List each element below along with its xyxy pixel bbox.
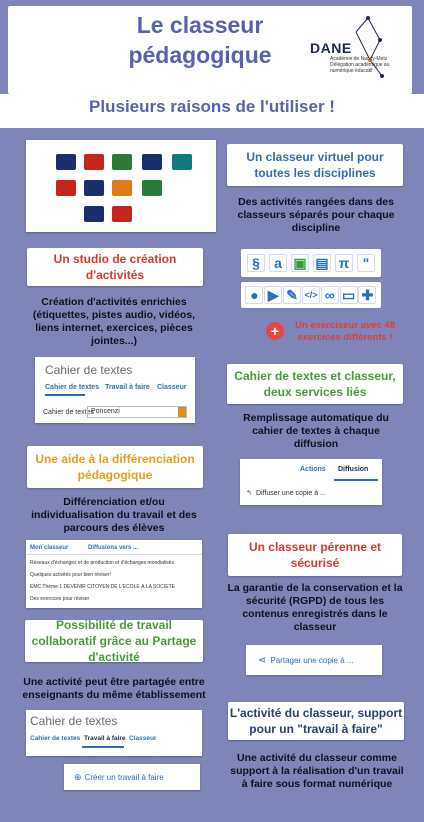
table-icon[interactable]: ▤ — [313, 254, 331, 272]
code-icon[interactable]: </> — [302, 286, 320, 304]
collab-desc: Une activité peut être partagée entre enseignants du même établissement — [22, 676, 206, 701]
differenciation-desc: Différenciation et/ou individualisation du travail et des parcours des élèves — [31, 496, 197, 534]
list-item[interactable]: Des exercices pour réviser — [30, 596, 90, 602]
perenne-desc: La garantie de la conservation et la sécurité (RGPD) de tous les contenus enregistrés dans le classeur — [227, 582, 403, 633]
perenne-card: Un classeur pérenne et sécurisé — [228, 534, 402, 576]
folder-icon — [84, 180, 104, 196]
divider — [26, 554, 202, 555]
page-title: Le classeur pédagogique — [128, 12, 272, 68]
active-tab-indicator — [82, 746, 124, 748]
field-label: Cahier de textes — [43, 409, 94, 416]
edit-icon[interactable]: ✎ — [283, 286, 301, 304]
creer-travail-button[interactable] — [64, 764, 200, 790]
add-icon: ⊕ — [74, 771, 82, 782]
tab-diffusion[interactable]: Diffusion — [338, 466, 369, 473]
collab-card: Possibilité de travail collaboratif grâce au Partage d'activité — [25, 620, 203, 662]
studio-card: Un studio de création d'activités — [27, 248, 203, 286]
list-item[interactable]: EMC Thème 1 DEVENIR CITOYEN DE L'ÉCOLE À LA SOCIÉTÉ — [30, 584, 175, 590]
folder-icon — [172, 154, 192, 170]
reply-icon: ↰ — [246, 490, 252, 497]
quote-icon[interactable]: " — [357, 254, 375, 272]
folder-icon — [112, 154, 132, 170]
cahier-select[interactable]: Poncenzi — [87, 406, 187, 418]
tab-actions[interactable]: Actions — [300, 466, 326, 473]
formula-icon[interactable]: π — [335, 254, 353, 272]
add-exercise-icon[interactable]: + — [266, 322, 284, 340]
diffusions-head[interactable]: Diffusions vers ... — [88, 545, 139, 551]
folder-icon — [84, 154, 104, 170]
creer-travail-label: Créer un travail à faire — [84, 772, 164, 782]
dane-logo-subtext: Académie de Nancy-Metz Délégation académique au numérique éducatif — [330, 56, 390, 74]
studio-toolbar-2 — [241, 282, 381, 308]
studio-toolbar-1 — [241, 249, 381, 277]
image-icon[interactable]: ▣ — [291, 254, 309, 272]
partage-button-label: Partager une copie à ... — [270, 655, 354, 665]
folder-icon — [112, 206, 132, 222]
dane-logo-text: DANE — [310, 40, 352, 56]
active-tab-indicator — [45, 394, 85, 396]
puzzle-icon[interactable]: ✚ — [358, 286, 376, 304]
differenciation-card: Une aide à la différenciation pédagogique — [27, 446, 203, 488]
microphone-icon[interactable]: ● — [245, 286, 263, 304]
folder-icon — [142, 180, 162, 196]
tab-travail-a-faire[interactable]: Travail à faire — [105, 384, 150, 391]
cahier-screenshot-2 — [26, 710, 202, 756]
tab-travail-a-faire[interactable]: Travail à faire — [84, 735, 126, 742]
tab-classeur[interactable]: Classeur — [157, 384, 187, 391]
virtual-classeur-desc: Des activités rangées dans des classeurs séparés pour chaque discipline — [237, 196, 395, 234]
exerciseur-text: Un exerciseur avec 48 exercices différents ! — [295, 320, 395, 343]
tab-classeur[interactable]: Classeur — [129, 735, 157, 742]
classeur-folders-image — [26, 140, 216, 232]
share-icon: ⋖ — [258, 654, 267, 666]
cahier-title: Cahier de textes — [30, 714, 118, 728]
tab-cahier-de-textes[interactable]: Cahier de textes — [30, 735, 81, 742]
folder-icon — [56, 180, 76, 196]
classeur-list-screenshot — [26, 540, 202, 608]
mon-classeur-head[interactable]: Mon classeur — [30, 545, 69, 551]
cahier-classeur-desc: Remplissage automatique du cahier de textes à chaque diffusion — [243, 412, 389, 450]
text-icon[interactable]: a — [269, 254, 287, 272]
folder-icon — [56, 154, 76, 170]
partage-button[interactable] — [246, 645, 382, 675]
dropdown-arrow-icon[interactable] — [178, 407, 186, 417]
active-tab-indicator — [334, 479, 378, 481]
virtual-classeur-card: Un classeur virtuel pour toutes les disciplines — [227, 144, 403, 186]
folder-icon — [112, 180, 132, 196]
list-item[interactable]: Réseaux d'échanges et de production et d'échanges mondialisés — [30, 560, 174, 566]
attachment-icon[interactable]: ▭ — [340, 286, 358, 304]
cahier-screenshot-1 — [35, 357, 195, 423]
list-item[interactable]: Quelques activités pour bien réviser! — [30, 572, 111, 578]
cahier-title: Cahier de textes — [45, 363, 133, 377]
page-subtitle: Plusieurs raisons de l'utiliser ! — [89, 97, 335, 116]
tab-cahier-de-textes[interactable]: Cahier de textes — [45, 384, 100, 391]
travail-desc: Une activité du classeur comme support à la réalisation d'un travail à faire sous format numérique — [230, 752, 404, 790]
travail-card: L'activité du classeur, support pour un "travail à faire" — [228, 702, 404, 740]
diffuser-copie-link[interactable]: Diffuser une copie à ... — [256, 490, 326, 497]
folder-icon — [142, 154, 162, 170]
cahier-classeur-card: Cahier de textes et classeur, deux services liés — [227, 364, 403, 404]
link-icon[interactable]: ∞ — [321, 286, 339, 304]
section-icon[interactable]: § — [247, 254, 265, 272]
studio-desc: Création d'activités enrichies (étiquettes, pistes audio, vidéos, liens internet, exercices, pièces jointes...) — [32, 296, 196, 347]
diffusion-screenshot — [240, 459, 382, 505]
folder-icon — [84, 206, 104, 222]
video-icon[interactable]: ▶ — [264, 286, 282, 304]
